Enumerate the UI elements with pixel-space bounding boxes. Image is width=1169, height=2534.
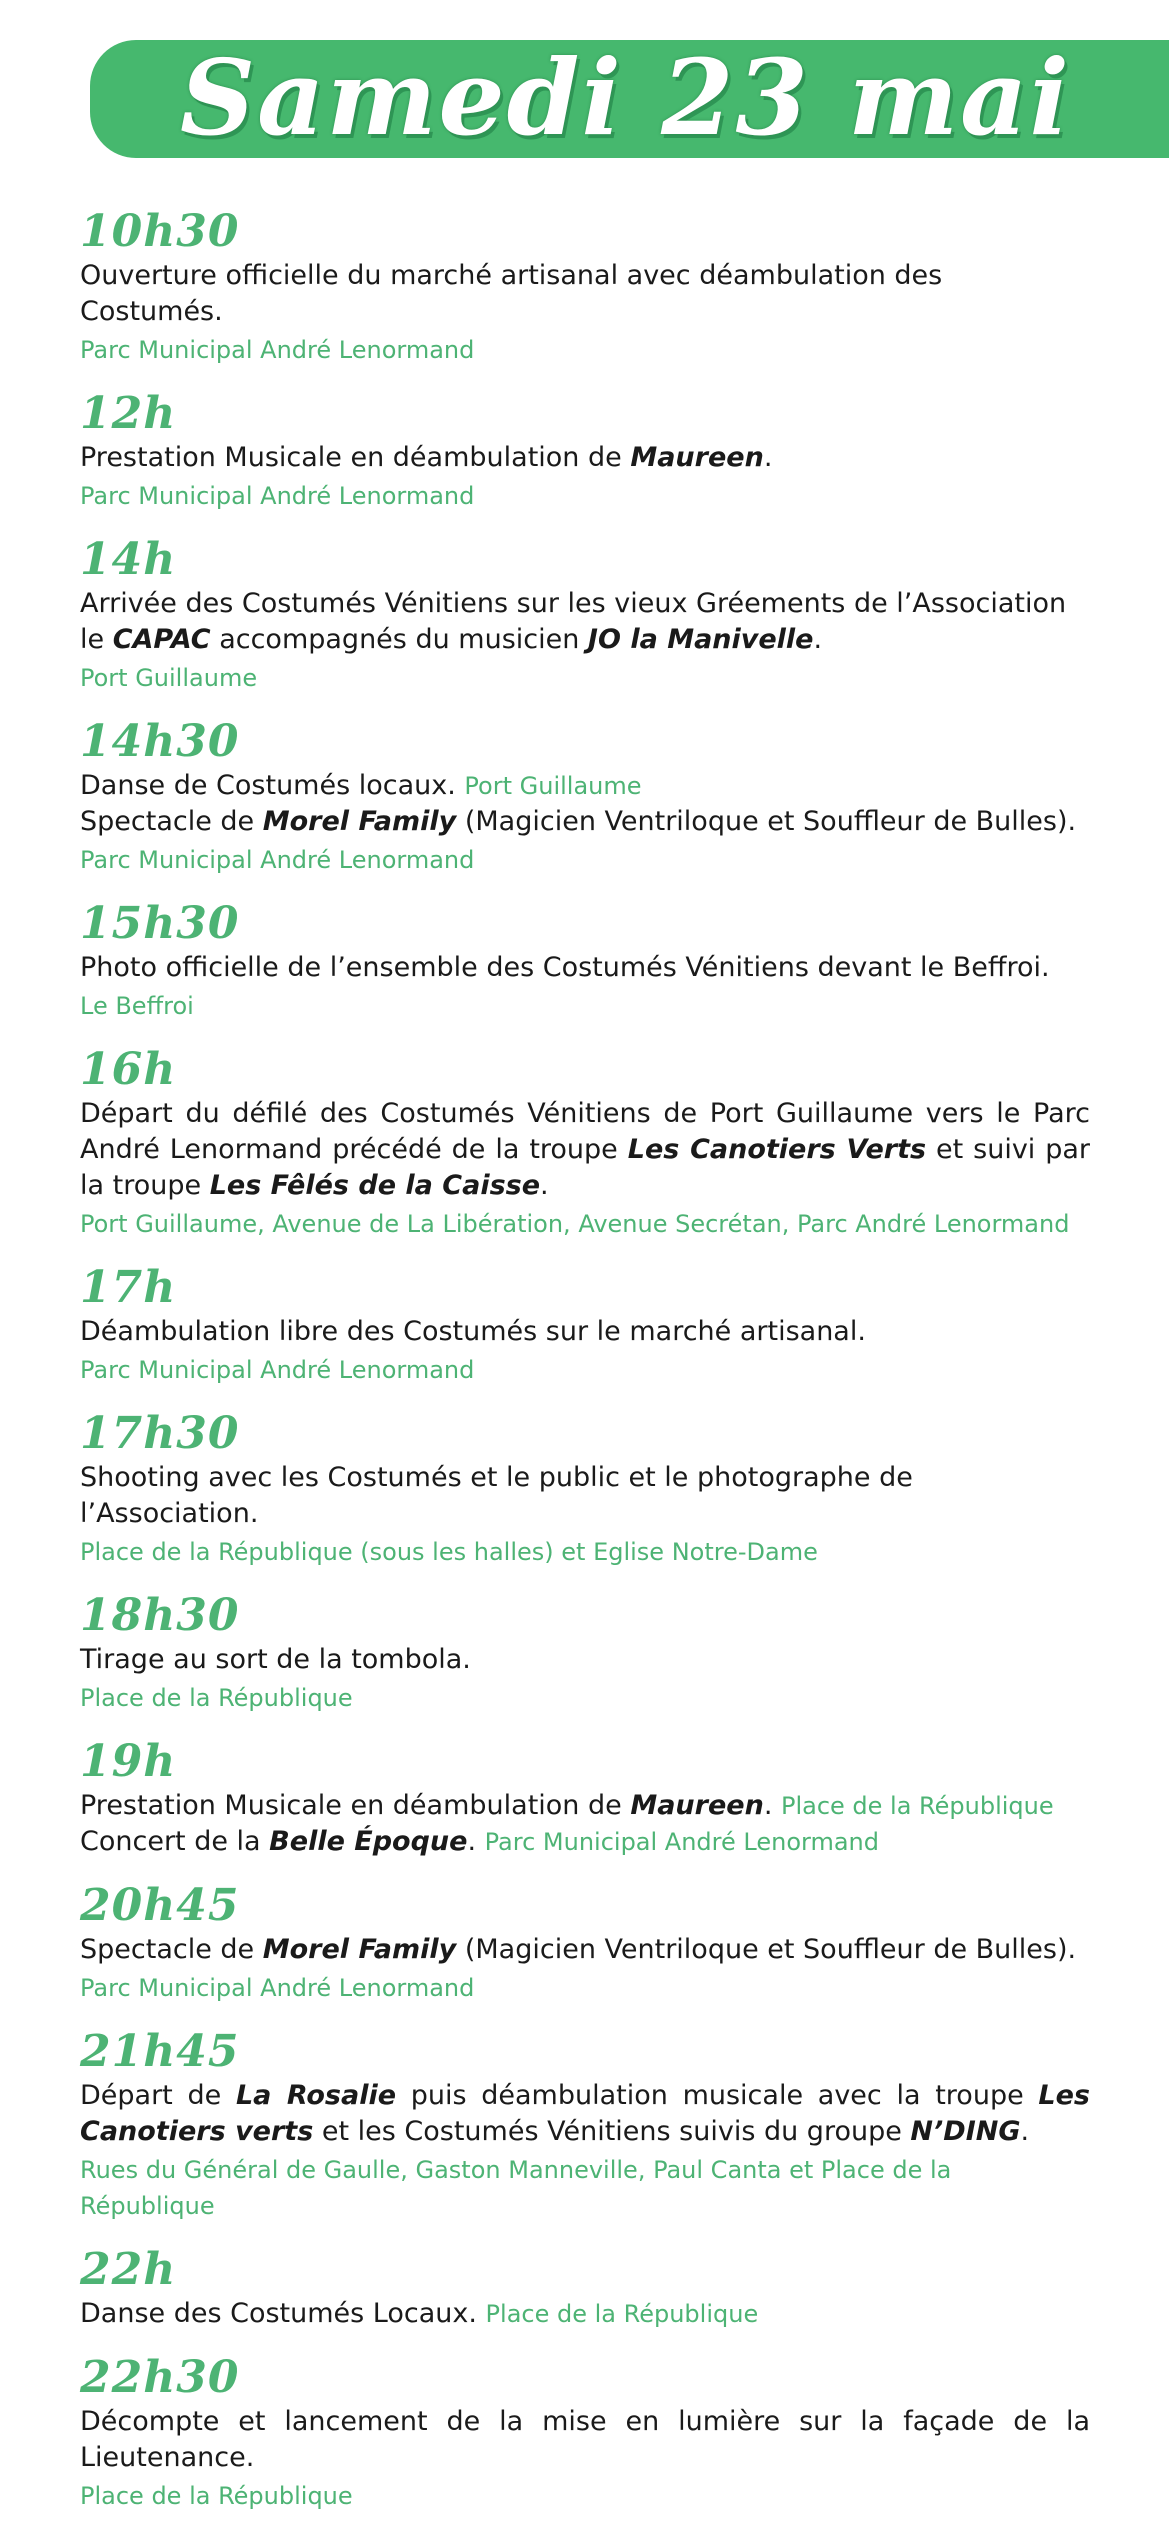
- entry-location: Port Guillaume: [80, 664, 258, 692]
- entry-description: [80, 2078, 1090, 2150]
- entry-location: Parc Municipal André Lenormand: [484, 1828, 879, 1856]
- entry-location: Port Guillaume: [464, 772, 642, 800]
- text: le: [80, 624, 113, 655]
- program-entry: [80, 206, 1090, 368]
- text: .: [467, 1826, 485, 1857]
- entry-description: [80, 1788, 1090, 1824]
- program-entry: [80, 2026, 1090, 2224]
- text: .: [540, 1170, 549, 1201]
- program-entry: [80, 1590, 1090, 1716]
- text: Danse de Costumés locaux.: [80, 770, 465, 801]
- text: Spectacle de: [80, 1934, 263, 1965]
- program-entry: [80, 898, 1090, 1024]
- text: .: [813, 624, 823, 655]
- entry-time: 16h: [80, 1044, 177, 1095]
- entry-description: Tirage au sort de la tombola.: [80, 1644, 471, 1675]
- page-title: Samedi 23 mai: [180, 36, 1072, 159]
- entry-time: 17h30: [80, 1408, 240, 1459]
- entry-location: Parc Municipal André Lenormand: [80, 336, 475, 364]
- text: (Magicien Ventriloque et Souffleur de Bulles).: [456, 1934, 1077, 1965]
- program-entry: [80, 388, 1090, 514]
- text: .: [763, 1790, 781, 1821]
- text: et les Costumés Vénitiens suivis du groupe: [313, 2116, 911, 2147]
- entry-location: Place de la République: [80, 1684, 353, 1712]
- program-entry: [80, 534, 1090, 696]
- performer-name: CAPAC: [112, 624, 211, 655]
- text: (Magicien Ventriloque et Souffleur de Bulles).: [456, 806, 1077, 837]
- entry-location: Port Guillaume, Avenue de La Libération, Avenue Secrétan, Parc André Lenormand: [80, 1210, 1070, 1238]
- entry-description: Décompte et lancement de la mise en lumière sur la façade de la Lieutenance.: [80, 2406, 1090, 2473]
- entry-description: Photo officielle de l’ensemble des Costumés Vénitiens devant le Beffroi.: [80, 952, 1050, 983]
- entry-time: 22h30: [80, 2352, 240, 2403]
- performer-name: N’DING: [910, 2116, 1021, 2147]
- performer-name: Belle Époque: [269, 1826, 468, 1857]
- entry-description: Déambulation libre des Costumés sur le marché artisanal.: [80, 1316, 866, 1347]
- entry-location: Parc Municipal André Lenormand: [80, 1974, 475, 2002]
- performer-name: La Rosalie: [235, 2080, 397, 2111]
- entry-time: 14h30: [80, 716, 240, 767]
- text: accompagnés du musicien: [210, 624, 588, 655]
- entry-time: 19h: [80, 1736, 177, 1787]
- text: Prestation Musicale en déambulation de: [80, 1790, 631, 1821]
- program-entry: [80, 1736, 1090, 1860]
- entry-description: [80, 1932, 1090, 1968]
- program-entry: [80, 716, 1090, 878]
- entry-description: [80, 1096, 1090, 1204]
- entry-location: Le Beffroi: [80, 992, 194, 1020]
- program-entry: [80, 1262, 1090, 1388]
- program-entry: [80, 2244, 1090, 2332]
- performer-name: Maureen: [630, 1790, 764, 1821]
- text: Spectacle de: [80, 806, 263, 837]
- performer-name: Morel Family: [262, 1934, 457, 1965]
- entry-time: 18h30: [80, 1590, 240, 1641]
- entry-location: Place de la République: [485, 2300, 759, 2328]
- text: Prestation Musicale en déambulation de: [80, 442, 631, 473]
- entry-description: Ouverture officielle du marché artisanal avec déambulation des Costumés.: [80, 260, 943, 327]
- entry-location: Place de la République: [780, 1792, 1054, 1820]
- entry-location: Place de la République: [80, 2482, 353, 2510]
- text: .: [763, 442, 773, 473]
- entry-time: 17h: [80, 1262, 177, 1313]
- performer-name: JO la Manivelle: [587, 624, 814, 655]
- text: Danse des Costumés Locaux.: [80, 2298, 486, 2329]
- entry-description: [80, 1824, 1090, 1860]
- entry-time: 15h30: [80, 898, 240, 949]
- entry-location: Place de la République (sous les halles) et Eglise Notre-Dame: [80, 1538, 818, 1566]
- entry-description: Arrivée des Costumés Vénitiens sur les vieux Gréements de l’Association: [80, 588, 1067, 619]
- entry-description: [80, 2296, 1090, 2332]
- entry-time: 10h30: [80, 206, 240, 257]
- text: et suivi par la troupe: [80, 1134, 1091, 1201]
- performer-name: Les Canotiers Verts: [627, 1134, 927, 1165]
- entry-time: 12h: [80, 388, 177, 439]
- entry-location: Parc Municipal André Lenormand: [80, 846, 475, 874]
- text: Départ de: [80, 2080, 236, 2111]
- entry-time: 20h45: [80, 1880, 240, 1931]
- program-entry: [80, 1880, 1090, 2006]
- performer-name: Morel Family: [262, 806, 457, 837]
- program-entry: [80, 2352, 1090, 2514]
- entry-time: 14h: [80, 534, 177, 585]
- entry-location: Parc Municipal André Lenormand: [80, 482, 475, 510]
- entry-time: 21h45: [80, 2026, 240, 2077]
- program-list: [80, 206, 1090, 2534]
- program-entry: [80, 1408, 1090, 1570]
- program-entry: [80, 1044, 1090, 1242]
- performer-name: Les Fêlés de la Caisse: [209, 1170, 541, 1201]
- entry-location: Rues du Général de Gaulle, Gaston Manneville, Paul Canta et Place de la République: [80, 2156, 952, 2220]
- entry-description: [80, 440, 1090, 476]
- entry-time: 22h: [80, 2244, 177, 2295]
- text: Départ du défilé des Costumés Vénitiens de Port Guillaume vers le Parc André Lenormand précédé de la troupe: [80, 1098, 1090, 1165]
- text: .: [1020, 2116, 1030, 2147]
- performer-name: Maureen: [630, 442, 764, 473]
- performer-name: Les Canotiers verts: [80, 2080, 1090, 2147]
- entry-description: [80, 768, 1090, 804]
- text: Concert de la: [80, 1826, 270, 1857]
- text: puis déambulation musicale avec la troupe: [396, 2080, 1039, 2111]
- entry-description: [80, 622, 1090, 658]
- entry-location: Parc Municipal André Lenormand: [80, 1356, 475, 1384]
- entry-description: Shooting avec les Costumés et le public et le photographe de l’Association.: [80, 1462, 913, 1529]
- entry-description: [80, 804, 1090, 840]
